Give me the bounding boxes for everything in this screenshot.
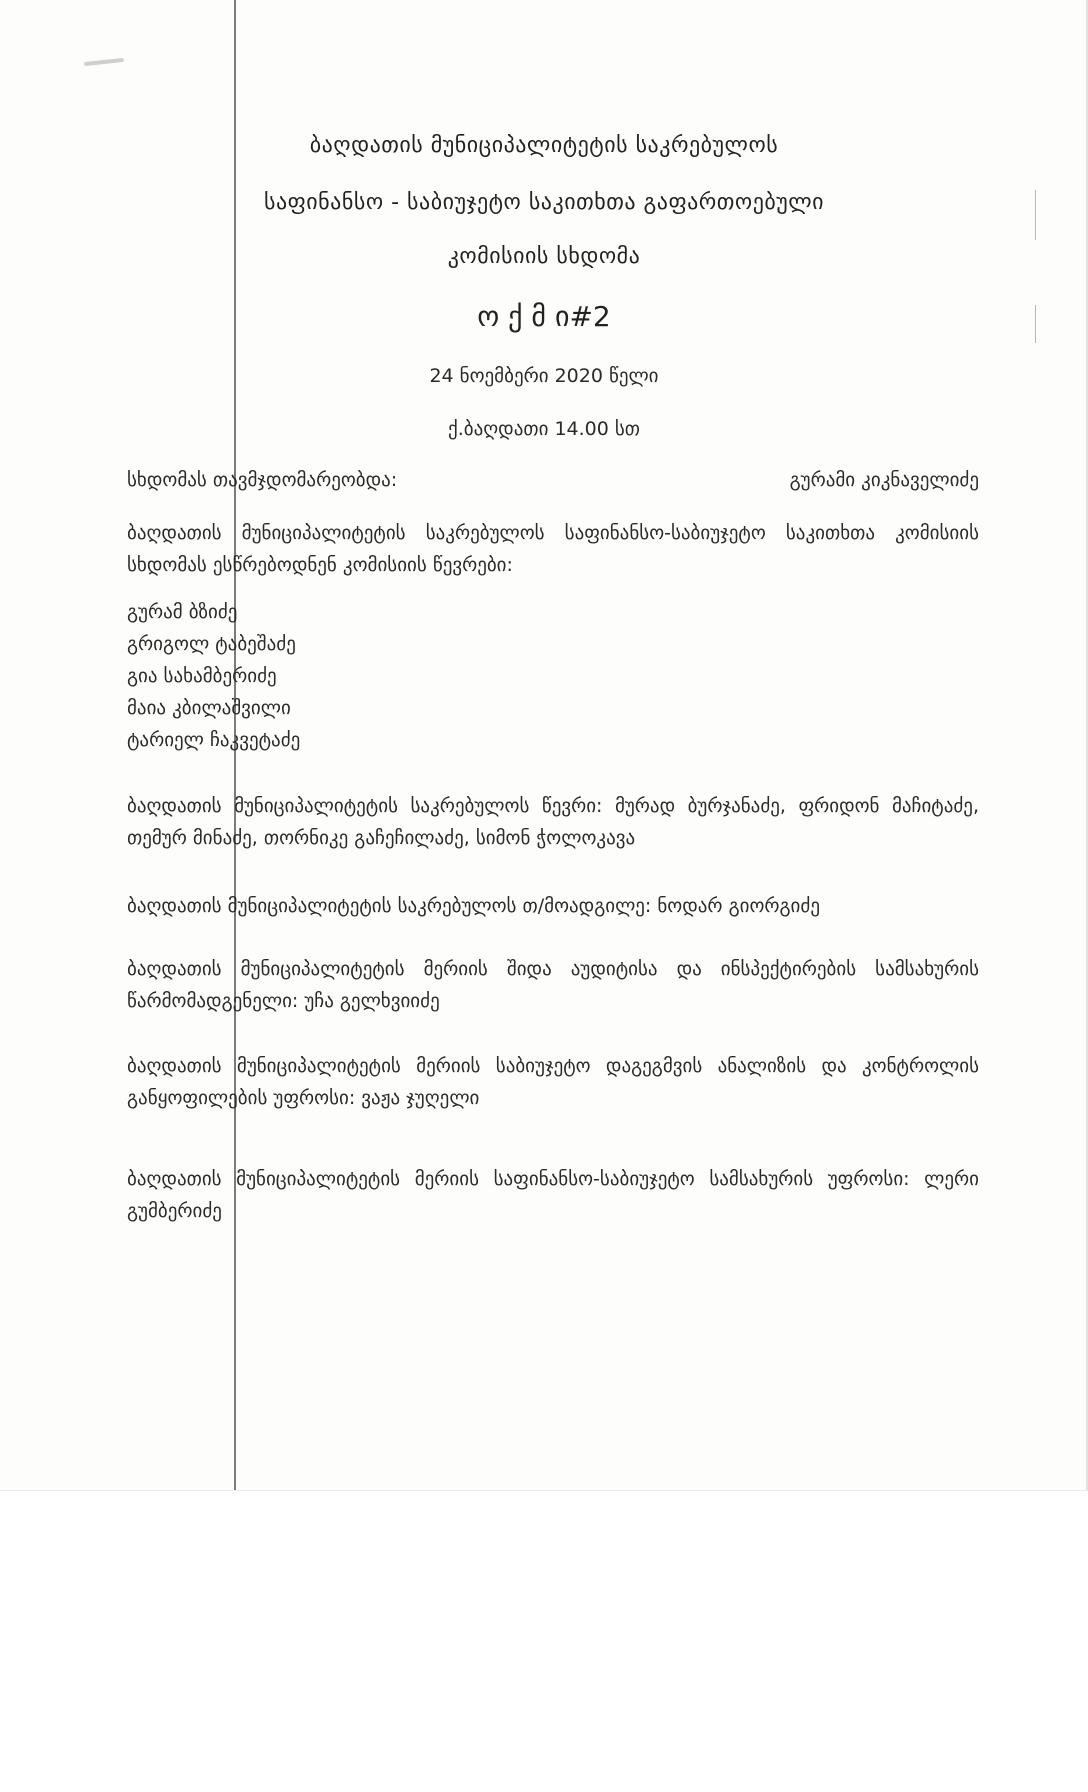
attendees-intro: ბაღდათის მუნიციპალიტეტის საკრებულოს საფინანსო-საბიუჯეტო საკითხთა კომისიის სხდომას ესწრებოდნენ კომისიის წევრები:: [127, 522, 979, 576]
chair-row: [127, 464, 979, 496]
protocol-number: ო ქ მ ი#2: [477, 300, 611, 333]
member-name: გია სახამბერიძე: [127, 665, 277, 687]
member-name: მაია კბილაშვილი: [127, 697, 291, 719]
header-line-3: კომისიის სხდომა: [447, 244, 641, 269]
header-line-1: ბაღდათის მუნიციპალიტეტის საკრებულოს: [309, 133, 779, 158]
meeting-date: 24 ნოემბერი 2020 წელი: [429, 365, 659, 387]
member-name: გურამ ბზიძე: [127, 601, 238, 623]
header-line-2: საფინანსო - საბიუჯეტო საკითხთა გაფართოებული: [263, 190, 825, 215]
audit-paragraph: ბაღდათის მუნიციპალიტეტის მერიის შიდა აუდიტისა და ინსპექტირების სამსახურის წარმომადგენელი: უჩა გელხვიიძე: [127, 958, 979, 1012]
budget-paragraph: ბაღდათის მუნიციპალიტეტის მერიის საბიუჯეტო დაგეგმვის ანალიზის და კონტროლის განყოფილების უფროსი: ვაჟა ჯუღელი: [127, 1055, 979, 1109]
council-members-paragraph: ბაღდათის მუნიციპალიტეტის საკრებულოს წევრი: მურად ბურჯანაძე, ფრიდონ მაჩიტაძე, თემურ მინაძე, თორნიკე გაჩეჩილაძე, სიმონ ჭოლოკავა: [127, 795, 979, 849]
scan-smudge: [84, 58, 124, 66]
chair-label: სხდომას თავმჯდომარეობდა:: [127, 469, 398, 491]
member-name: ტარიელ ჩაკვეტაძე: [127, 729, 301, 751]
member-name: გრიგოლ ტაბეშაძე: [127, 633, 296, 655]
chair-name: გურამი კიკნაველიძე: [789, 469, 979, 491]
finance-paragraph: ბაღდათის მუნიციპალიტეტის მერიის საფინანსო-საბიუჯეტო სამსახურის უფროსი: ლერი გუმბერიძე: [127, 1168, 979, 1222]
deputy-paragraph: ბაღდათის მუნიციპალიტეტის საკრებულოს თ/მოადგილე: ნოდარ გიორგიძე: [127, 895, 820, 917]
meeting-place-time: ქ.ბაღდათი 14.00 სთ: [447, 418, 641, 440]
